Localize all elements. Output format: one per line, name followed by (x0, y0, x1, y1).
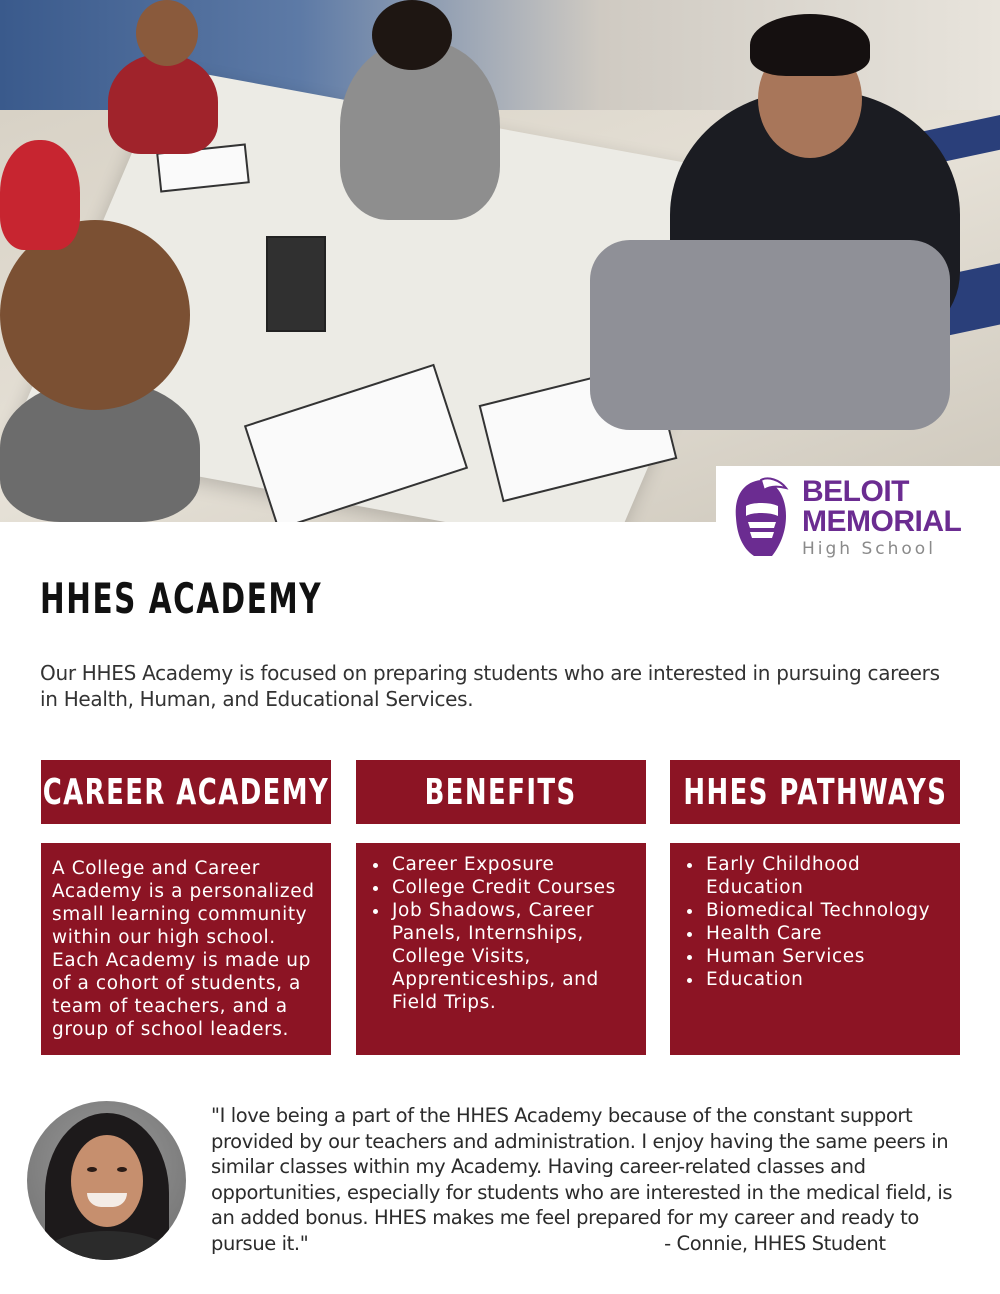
list-item: Education (686, 968, 954, 991)
student-head (372, 0, 452, 70)
student-red-shirt (0, 140, 80, 250)
list-item: Early Childhood Education (686, 853, 954, 899)
benefits-box (356, 843, 646, 1055)
school-logo (716, 466, 1000, 570)
list-item: Biomedical Technology (686, 899, 954, 922)
testimonial-text: "I love being a part of the HHES Academy because of the constant support provided by our teachers and administration. I enjoy having the same peers in similar classes within my Academy. Having career-related classes and opportunities, especially for students who are interested in the medical field, is an added bonus. HHES makes me feel prepared for my career and ready to pursue it." (211, 1104, 953, 1255)
career-academy-box (41, 843, 331, 1055)
list-item: Job Shadows, Career Panels, Internships, College Visits, Apprenticeships, and Field Trips. (372, 899, 640, 1014)
logo-line-memorial: MEMORIAL (802, 505, 962, 538)
student-head (136, 0, 198, 66)
list-item: Career Exposure (372, 853, 640, 876)
benefits-header-label: BENEFITS (424, 771, 578, 813)
list-item: College Credit Courses (372, 876, 640, 899)
logo-wordmark (802, 477, 961, 559)
pathways-list (670, 843, 960, 991)
knight-helmet-icon (728, 476, 794, 560)
benefits-list (356, 843, 646, 1014)
portrait-face (71, 1135, 143, 1227)
career-academy-description: A College and Career Academy is a personalized small learning community within our high school. Each Academy is made up of a cohort of students, a team of teachers, and a group of school leaders. (52, 858, 315, 1040)
student-red-hoodie (108, 54, 218, 154)
intro-paragraph: Our HHES Academy is focused on preparing students who are interested in pursuing careers in Health, Human, and Educational Services. (40, 661, 940, 711)
page-title: HHES ACADEMY (40, 574, 323, 623)
hhes-pathways-box (670, 843, 960, 1055)
hero-photo (0, 0, 1000, 522)
hhes-pathways-header-label: HHES PATHWAYS (683, 771, 947, 813)
career-academy-header-label: CAREER ACADEMY (42, 771, 330, 813)
list-item: Human Services (686, 945, 954, 968)
benefits-header (356, 760, 646, 824)
portrait-eye (117, 1167, 127, 1172)
logo-line-beloit: BELOIT (802, 475, 909, 508)
testimonial-author: - Connie, HHES Student (664, 1231, 886, 1255)
portrait-eye (87, 1167, 97, 1172)
student-grey-pants (590, 240, 950, 430)
logo-line-high-school: High School (802, 539, 936, 559)
supply-caddy (266, 236, 326, 332)
list-item: Health Care (686, 922, 954, 945)
student-hair (750, 14, 870, 76)
student-portrait (27, 1101, 186, 1260)
hhes-pathways-header (670, 760, 960, 824)
career-academy-header (41, 760, 331, 824)
testimonial-quote (211, 1103, 971, 1257)
